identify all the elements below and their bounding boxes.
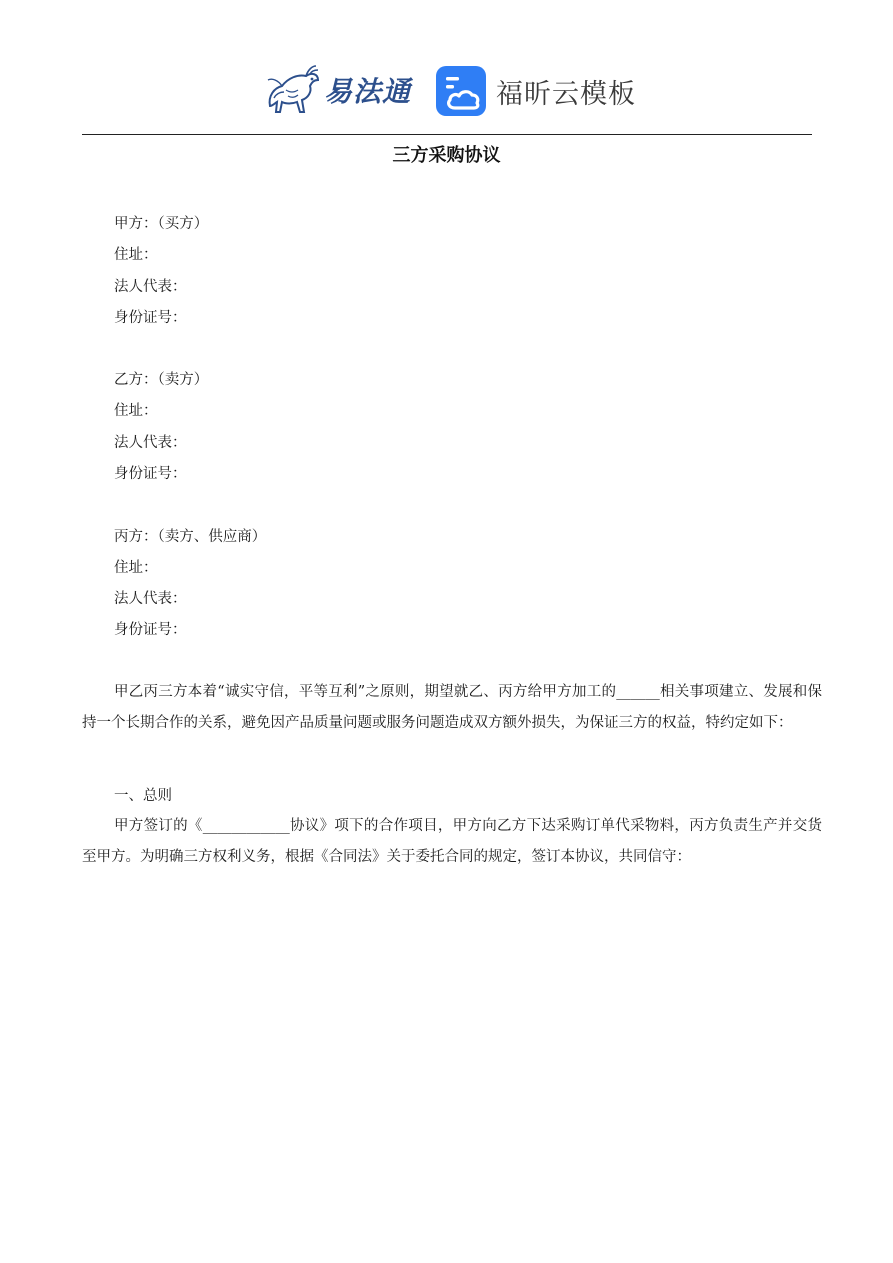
qilin-emblem-icon — [262, 62, 322, 118]
document-title: 三方采购协议 — [392, 145, 501, 166]
yifatong-logo — [262, 62, 411, 118]
party-b-address: 住址： — [114, 403, 158, 419]
document-header — [0, 58, 893, 124]
party-a-role: 甲方：（买方） — [114, 216, 209, 232]
party-c-role: 丙方：（卖方、供应商） — [114, 529, 267, 545]
party-a-id-number: 身份证号： — [114, 310, 187, 326]
party-a-legal-rep: 法人代表： — [114, 279, 187, 295]
fuxin-template-logo — [436, 64, 636, 118]
header-divider — [82, 134, 812, 135]
party-c-id-number: 身份证号： — [114, 622, 187, 638]
party-c-legal-rep: 法人代表： — [114, 591, 187, 607]
party-b-id-number: 身份证号： — [114, 466, 187, 482]
party-b-role: 乙方：（卖方） — [114, 372, 209, 388]
party-c-address: 住址： — [114, 560, 158, 576]
yifatong-logo-text: 易法通 — [324, 75, 412, 108]
intro-paragraph: 甲乙丙三方本着“诚实守信，平等互利”之原则，期望就乙、丙方给甲方加工的______相关事项建立、发展和保持一个长期合作的关系，避免因产品质量问题或服务问题造成双方额外损失，为保证三方的权益，特约定如下： — [82, 684, 822, 732]
cloud-template-app-icon — [436, 66, 486, 116]
section-1-heading: 一、总则 — [114, 788, 172, 804]
section-1-paragraph: 甲方签订的《____________协议》项下的合作项目，甲方向乙方下达采购订单代采物料，丙方负责生产并交货至甲方。为明确三方权利义务，根据《合同法》关于委托合同的规定，签订本协议，共同信守： — [82, 818, 822, 866]
fuxin-logo-text: 福昕云模板 — [496, 78, 636, 110]
party-b-legal-rep: 法人代表： — [114, 435, 187, 451]
party-a-address: 住址： — [114, 247, 158, 263]
